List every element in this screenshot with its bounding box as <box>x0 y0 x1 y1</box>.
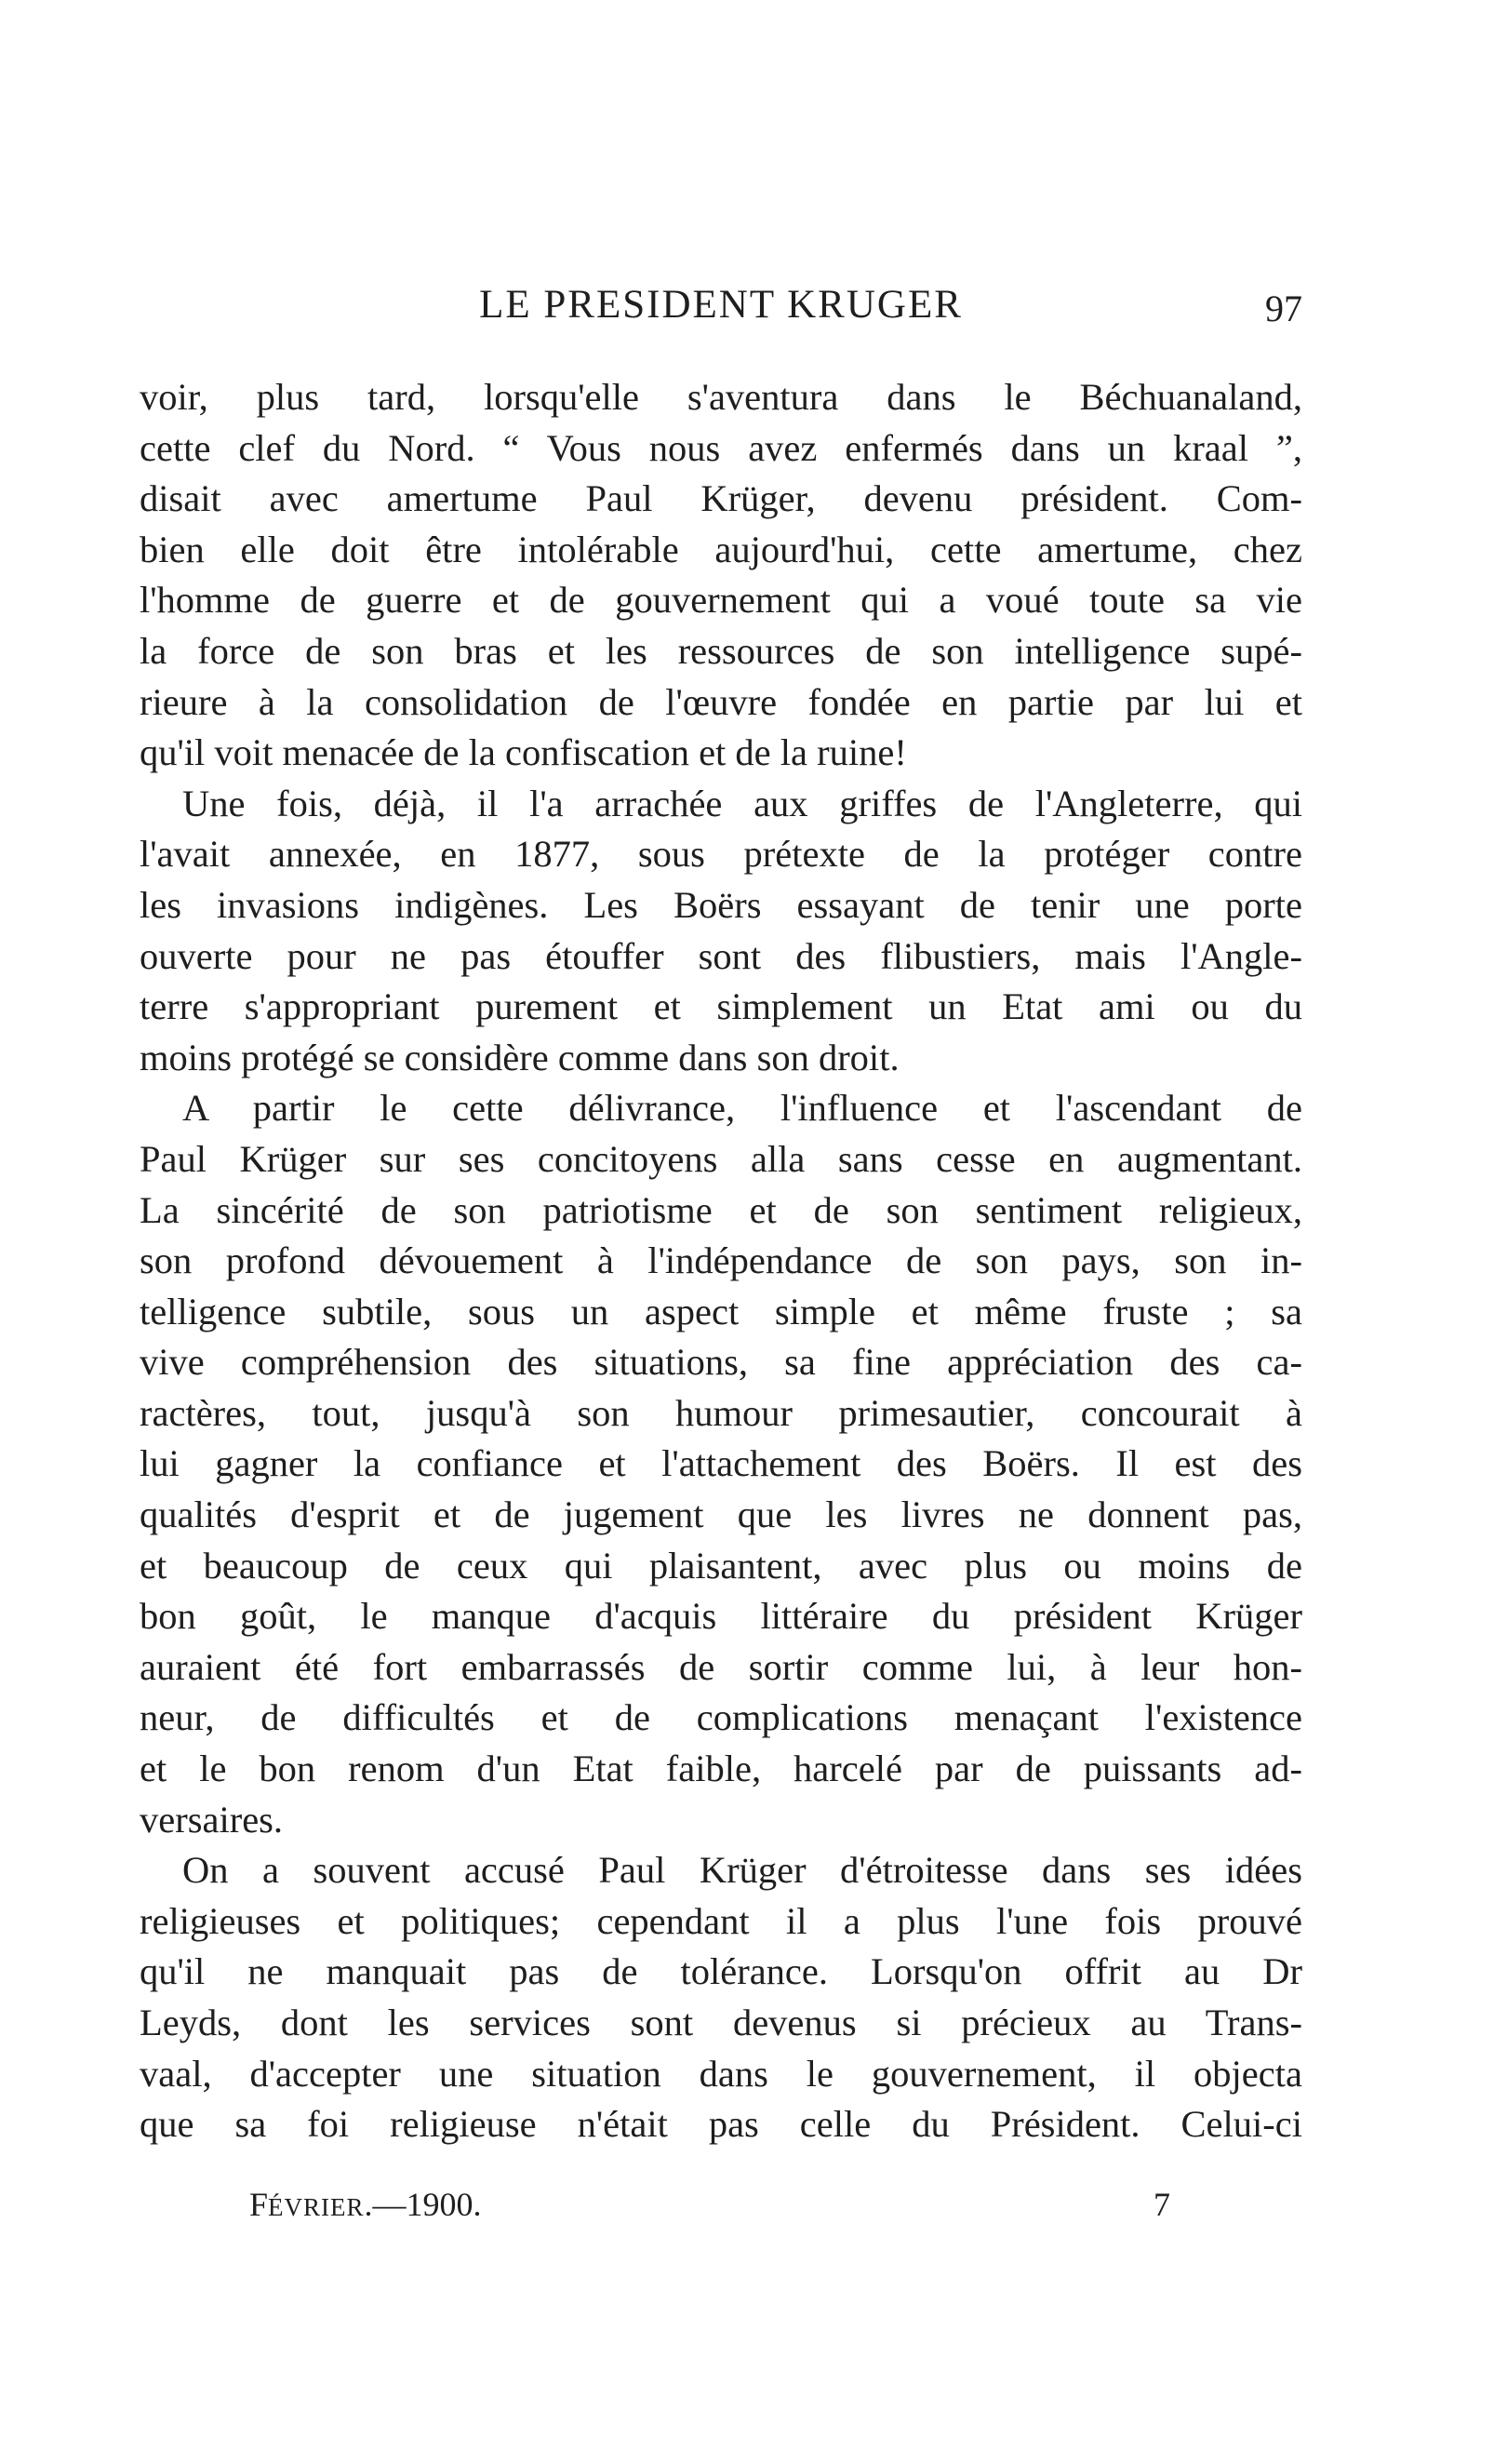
text-line: ractères, tout, jusqu'à son humour primesautier, concourait à <box>140 1391 1302 1434</box>
text-line: l'avait annexée, en 1877, sous prétexte de la protéger contre <box>140 833 1302 876</box>
text-line: auraient été fort embarrassés de sortir comme lui, à leur hon- <box>140 1645 1302 1688</box>
text-line: vaal, d'accepter une situation dans le gouvernement, il objecta <box>140 2052 1302 2095</box>
text-line: religieuses et politiques; cependant il a plus l'une fois prouvé <box>140 1899 1302 1942</box>
text-line: et beaucoup de ceux qui plaisantent, avec plus ou moins de <box>140 1544 1302 1587</box>
paragraph-2 <box>140 779 1302 1084</box>
page-number: 97 <box>1265 288 1302 329</box>
text-line: vive compréhension des situations, sa fine appréciation des ca- <box>140 1341 1302 1384</box>
text-line: les invasions indigènes. Les Boërs essayant de tenir une porte <box>140 883 1302 926</box>
text-line: Paul Krüger sur ses concitoyens alla sans cesse en augmentant. <box>140 1137 1302 1180</box>
text-line: qualités d'esprit et de jugement que les livres ne donnent pas, <box>140 1493 1302 1536</box>
signature-year: .—1900. <box>364 2186 482 2223</box>
text-line: que sa foi religieuse n'était pas celle du Président. Celui-ci <box>140 2103 1302 2146</box>
text-line: voir, plus tard, lorsqu'elle s'aventura dans le Béchuanaland, <box>140 376 1302 418</box>
text-line: qu'il ne manquait pas de tolérance. Lorsqu'on offrit au Dr <box>140 1950 1302 1993</box>
paragraph-4 <box>140 1845 1302 2150</box>
month-initial: F <box>249 2186 269 2223</box>
text-line: bon goût, le manque d'acquis littéraire du président Krüger <box>140 1595 1302 1638</box>
text-line: qu'il voit menacée de la confiscation et de la ruine! <box>140 731 907 774</box>
body-text <box>140 372 1302 2150</box>
text-line: neur, de difficultés et de complications menaçant l'existence <box>140 1696 1302 1739</box>
text-line: son profond dévouement à l'indépendance de son pays, son in- <box>140 1239 1302 1282</box>
sheet-number: 7 <box>1154 2186 1170 2223</box>
text-line: rieure à la consolidation de l'œuvre fondée en partie par lui et <box>140 680 1302 723</box>
running-title: LE PRESIDENT KRUGER <box>479 283 963 327</box>
text-line: Une fois, déjà, il l'a arrachée aux griffes de l'Angleterre, qui <box>182 782 1302 824</box>
text-line: ouverte pour ne pas étouffer sont des flibustiers, mais l'Angle- <box>140 934 1302 977</box>
text-line: versaires. <box>140 1798 284 1841</box>
text-line: Leyds, dont les services sont devenus si précieux au Trans- <box>140 2002 1302 2043</box>
text-line: A partir le cette délivrance, l'influence et l'ascendant de <box>182 1087 1302 1130</box>
text-line: terre s'appropriant purement et simplement un Etat ami ou du <box>140 985 1302 1028</box>
month-rest: ÉVRIER <box>268 2193 365 2221</box>
text-line: On a souvent accusé Paul Krüger d'étroitesse dans ses idées <box>182 1849 1302 1892</box>
text-line: moins protégé se considère comme dans son droit. <box>140 1036 900 1078</box>
text-line: l'homme de guerre et de gouvernement qui a voué toute sa vie <box>140 579 1302 622</box>
signature-line <box>249 2179 1180 2230</box>
paragraph-1 <box>140 372 1302 779</box>
paragraph-3 <box>140 1083 1302 1845</box>
text-line: disait avec amertume Paul Krüger, devenu président. Com- <box>140 477 1302 520</box>
text-line: telligence subtile, sous un aspect simple et même fruste ; sa <box>140 1290 1302 1332</box>
text-line: La sincérité de son patriotisme et de son sentiment religieux, <box>140 1188 1302 1231</box>
text-line: et le bon renom d'un Etat faible, harcelé par de puissants ad- <box>140 1748 1302 1790</box>
text-line: lui gagner la confiance et l'attachement des Boërs. Il est des <box>140 1442 1302 1485</box>
text-line: cette clef du Nord. “ Vous nous avez enfermés dans un kraal ”, <box>140 426 1302 469</box>
signature-date <box>249 2179 482 2232</box>
text-line: la force de son bras et les ressources de son intelligence supé- <box>140 629 1302 672</box>
running-head <box>140 277 1302 333</box>
text-line: bien elle doit être intolérable aujourd'hui, cette amertume, chez <box>140 528 1302 570</box>
